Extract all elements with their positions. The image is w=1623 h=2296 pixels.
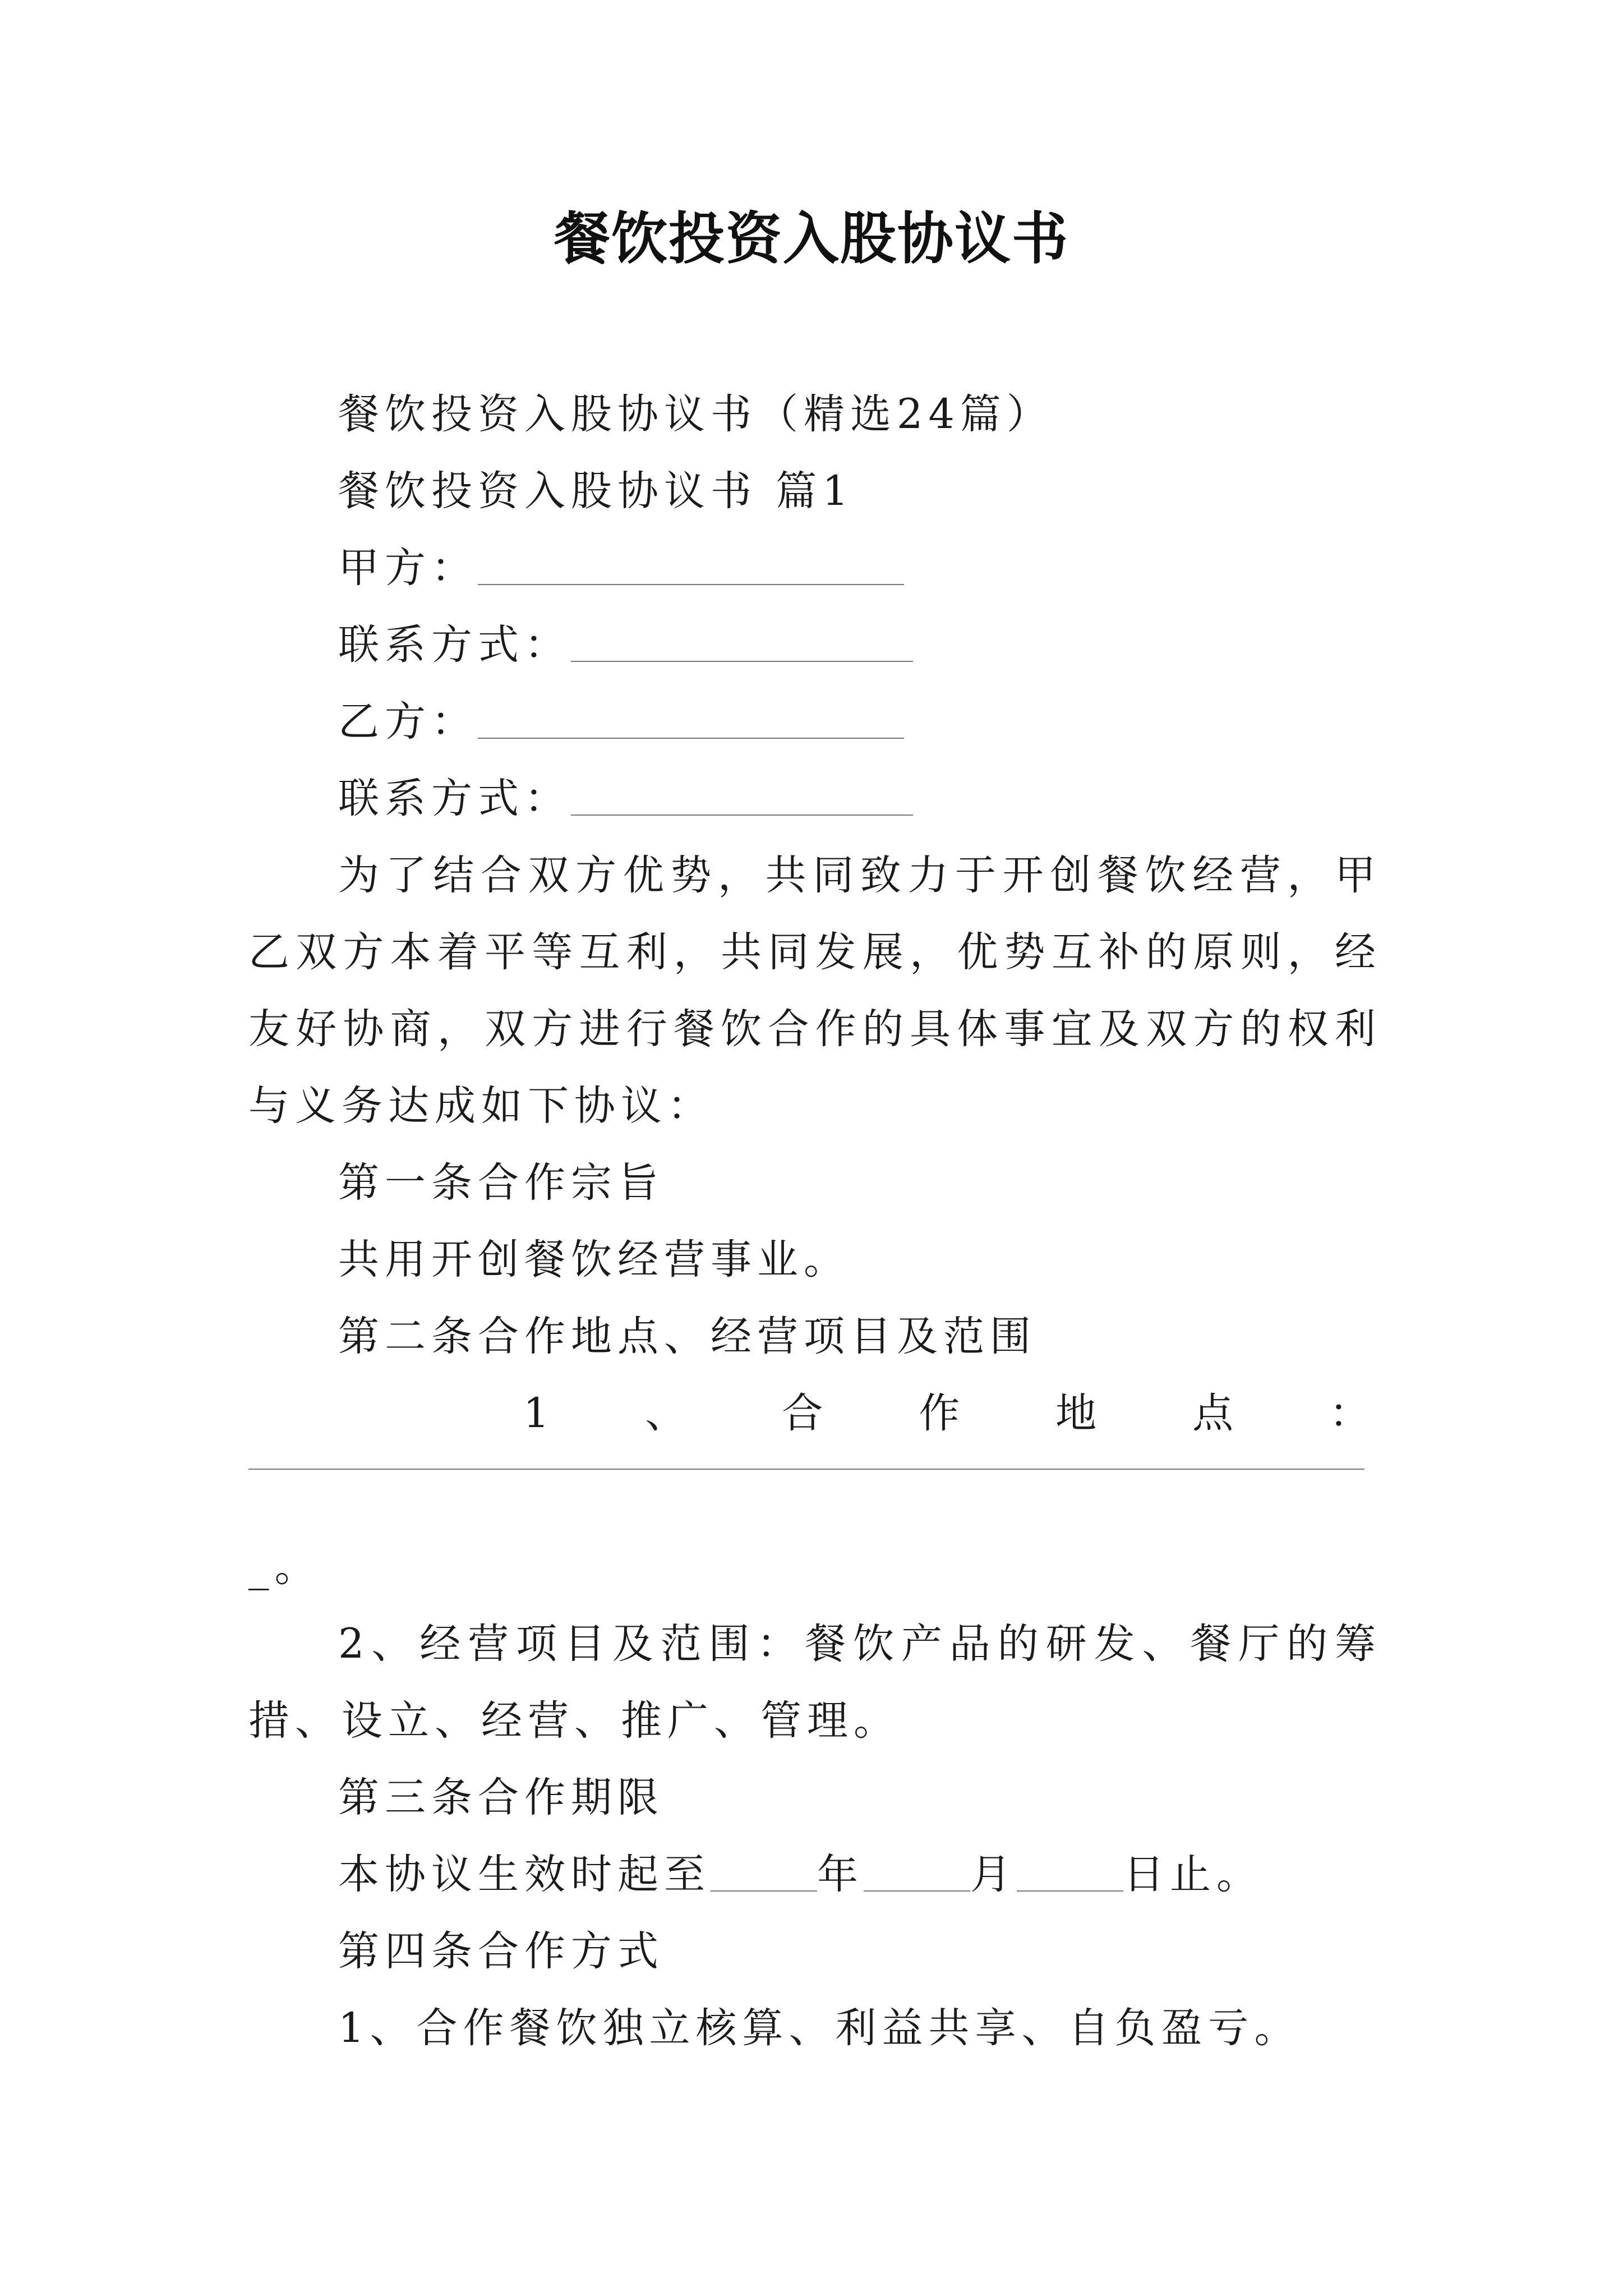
intro-paragraph: 为了结合双方优势，共同致力于开创餐饮经营，甲乙双方本着平等互利，共同发展，优势互补的原则，经友好协商，双方进行餐饮合作的具体事宜及双方的权利与义务达成如下协议： — [248, 852, 1381, 1130]
article3-month-blank — [864, 1851, 970, 1892]
article3-month: 月 — [970, 1851, 1017, 1898]
article2-item1-char: 点 — [1192, 1389, 1234, 1437]
article2-item1-char: 合 — [782, 1389, 823, 1437]
article1-heading: 第一条合作宗旨 — [338, 1159, 664, 1207]
article4-item1: 1、合作餐饮独立核算、利益共享、自负盈亏。 — [338, 2004, 1301, 2052]
article2-item1-char: 1 — [523, 1389, 550, 1437]
document-title: 餐饮投资入股协议书 — [554, 205, 1069, 272]
article2-item2: 2、经营项目及范围：餐饮产品的研发、餐厅的筹措、设立、经营、推广、管理。 — [248, 1620, 1381, 1745]
party-b-contact-label: 联系方式： — [338, 775, 571, 822]
article2-item1-end: _。 — [248, 1543, 321, 1591]
article3-text-prefix: 本协议生效时起至 — [338, 1851, 711, 1898]
article3-text-row — [248, 1836, 1381, 1913]
section-heading: 餐饮投资入股协议书 篇1 — [338, 467, 854, 515]
article2-location-blank-row — [248, 1452, 1381, 1529]
article2-item1-char: 地 — [1055, 1389, 1097, 1437]
document-subtitle: 餐饮投资入股协议书（精选24篇） — [338, 390, 1053, 438]
article3-year: 年 — [817, 1851, 864, 1898]
party-a-row — [248, 530, 1381, 606]
party-a-contact-blank — [571, 622, 913, 662]
article2-heading: 第二条合作地点、经营项目及范围 — [338, 1313, 1036, 1360]
article2-item1-char: ： — [1329, 1389, 1370, 1437]
article2-location-blank — [248, 1469, 1364, 1470]
party-b-contact-row — [248, 760, 1381, 837]
article3-year-blank — [711, 1851, 817, 1892]
party-a-label: 甲方： — [338, 544, 478, 592]
article2-item1-char: 作 — [919, 1389, 960, 1437]
article2-item1-label — [248, 1375, 1381, 1452]
party-a-contact-label: 联系方式： — [338, 621, 571, 669]
party-a-contact-row — [248, 606, 1381, 683]
party-b-label: 乙方： — [338, 698, 478, 746]
article3-heading: 第三条合作期限 — [338, 1774, 664, 1821]
article3-suffix: 日止。 — [1123, 1851, 1263, 1898]
article1-text: 共用开创餐饮经营事业。 — [338, 1236, 850, 1283]
document-body — [248, 376, 1381, 2067]
party-b-blank — [478, 698, 904, 739]
party-b-contact-blank — [571, 775, 913, 816]
party-a-blank — [478, 545, 904, 585]
article3-day-blank — [1017, 1851, 1123, 1892]
article4-heading: 第四条合作方式 — [338, 1927, 664, 1975]
article2-item1-char: 、 — [645, 1389, 686, 1437]
party-b-row — [248, 683, 1381, 760]
